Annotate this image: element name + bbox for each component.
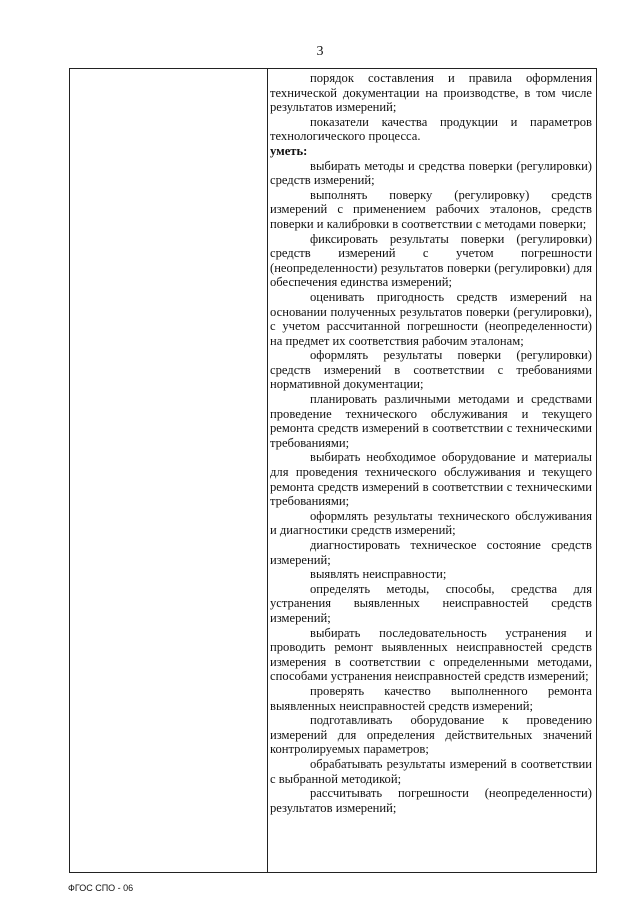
list-item: выполнять поверку (регулировку) средств измерений с применением рабочих эталонов, средств поверки и калибровки в соответствии с методами поверки; <box>270 187 592 231</box>
list-item: выбирать последовательность устранения и проводить ремонт выявленных неисправностей средств измерения в соответствии с определенными методами, способами устранения неисправностей средств измерений; <box>270 625 592 684</box>
list-item: оформлять результаты технического обслуживания и диагностики средств измерений; <box>270 508 592 538</box>
list-item: выбирать методы и средства поверки (регулировки) средств измерений; <box>270 158 592 188</box>
list-item: подготавливать оборудование к проведению измерений для определения действительных значений контролируемых параметров; <box>270 713 592 757</box>
footer-code: ФГОС СПО - 06 <box>68 883 134 893</box>
content-table <box>69 68 597 873</box>
list-item: оценивать пригодность средств измерений на основании полученных результатов поверки (регулировки), с учетом рассчитанной погрешности (неопределенности) на предмет их соответствия рабочим эталонам; <box>270 289 592 348</box>
list-item: порядок составления и правила оформления технической документации на производстве, в том числе результатов измерений; <box>270 71 592 115</box>
list-item: определять методы, способы, средства для устранения выявленных неисправностей средств измерений; <box>270 581 592 625</box>
table-left-column <box>70 69 268 872</box>
list-item: рассчитывать погрешности (неопределенности) результатов измерений; <box>270 786 592 815</box>
list-item: планировать различными методами и средствами проведение технического обслуживания и текущего ремонта средств измерений в соответствии с техническими требованиями; <box>270 392 592 450</box>
list-item: выбирать необходимое оборудование и материалы для проведения технического обслуживания и текущего ремонта средств измерений в соответствии с техническими требованиями; <box>270 450 592 509</box>
list-item: показатели качества продукции и параметров технологического процесса. <box>270 114 592 144</box>
list-item: обрабатывать результаты измерений в соответствии с выбранной методикой; <box>270 756 592 786</box>
page-number: 3 <box>316 44 324 59</box>
section-heading: уметь: <box>270 143 308 158</box>
list-item: диагностировать техническое состояние средств измерений; <box>270 538 592 567</box>
list-item: фиксировать результаты поверки (регулировки) средств измерений с учетом погрешности (неопределенности) результатов поверки (регулировки) для обеспечения единства измерений; <box>270 231 592 290</box>
list-item: оформлять результаты поверки (регулировки) средств измерений в соответствии с требованиями нормативной документации; <box>270 348 592 392</box>
table-right-column <box>270 71 592 815</box>
list-item: выявлять неисправности; <box>310 567 447 582</box>
list-item: проверять качество выполненного ремонта выявленных неисправностей средств измерений; <box>270 683 592 713</box>
